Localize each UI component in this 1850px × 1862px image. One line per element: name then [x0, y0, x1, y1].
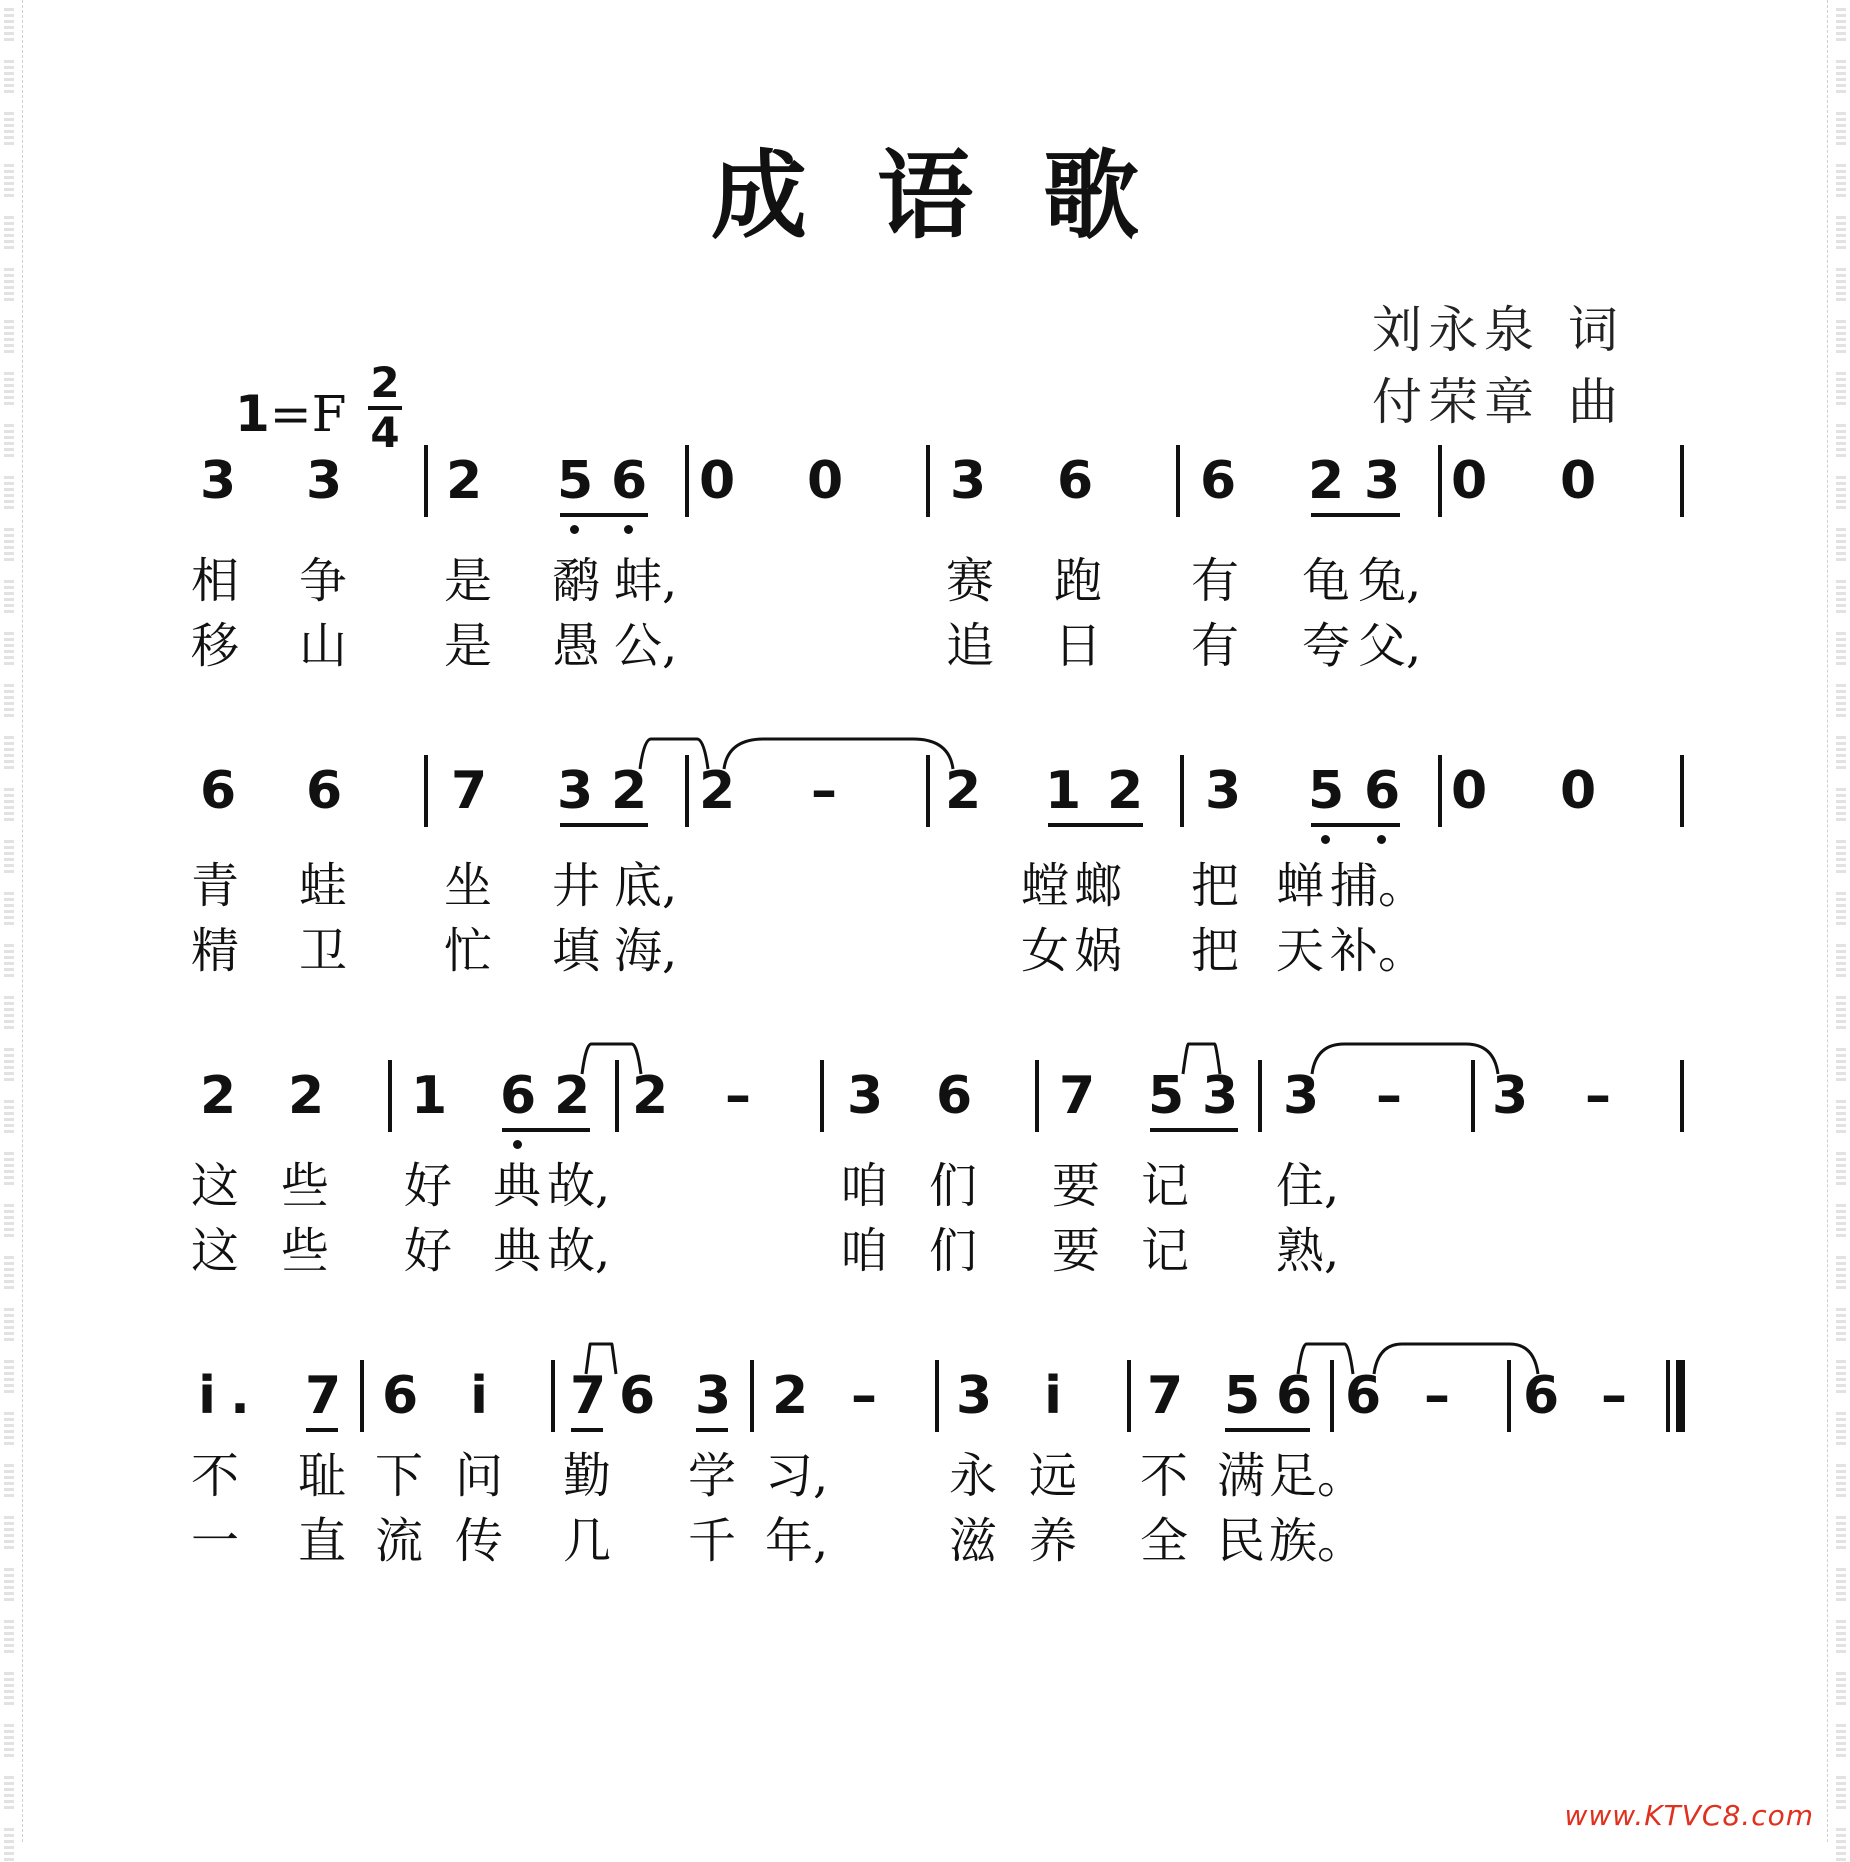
lyric-verse-2: 海, [614, 923, 678, 979]
note: 6 [1345, 1366, 1382, 1426]
bar-line [1035, 1060, 1039, 1132]
bar-line [935, 1360, 939, 1432]
bar-line [1176, 445, 1180, 517]
lyric-verse-2: 卫 [299, 923, 348, 979]
note: 3 [1283, 1066, 1320, 1126]
composer-role: 曲 [1568, 373, 1624, 431]
lyric-verse-2: 传 [455, 1513, 504, 1569]
note: 2 [1308, 451, 1345, 511]
bar-line [1680, 755, 1684, 827]
note: 6 [1200, 451, 1237, 511]
note: 0 [1451, 761, 1488, 821]
lyric-verse-2: 是 [444, 618, 493, 674]
bar-line [360, 1360, 364, 1432]
lyric-verse-1: 问 [455, 1448, 504, 1504]
slur-tie [722, 735, 955, 775]
note: 6 [306, 761, 343, 821]
lyric-verse-2: 天 [1276, 923, 1325, 979]
lyric-verse-2: 全 [1140, 1513, 1189, 1569]
lyric-verse-1: 下 [375, 1448, 424, 1504]
time-signature-bottom: 4 [370, 408, 400, 457]
lyric-verse-1: 有 [1191, 553, 1240, 609]
bar-line [926, 445, 930, 517]
lyric-verse-2: 愚 [552, 618, 601, 674]
note: 2 [772, 1366, 809, 1426]
note: 3 [1492, 1066, 1529, 1126]
lyric-verse-1: 赛 [946, 553, 995, 609]
lyric-verse-1: 咱 [840, 1158, 889, 1214]
lyric-verse-1: 蛙 [299, 858, 348, 914]
note: 2 [611, 761, 648, 821]
lyric-verse-1: 远 [1029, 1448, 1078, 1504]
note: 6 [1276, 1366, 1313, 1426]
note: 2 [1107, 761, 1144, 821]
note: 2 [632, 1066, 669, 1126]
lyric-verse-2: 补。 [1330, 923, 1427, 979]
lyric-verse-2: 民 [1217, 1513, 1266, 1569]
note: 3 [847, 1066, 884, 1126]
lyric-verse-2: 些 [281, 1223, 330, 1279]
low-octave-dot [1377, 835, 1386, 844]
lyric-verse-2: 山 [299, 618, 348, 674]
slur-tie [1181, 1040, 1222, 1080]
lyric-verse-1: 足。 [1269, 1448, 1366, 1504]
key-equals: = [269, 385, 312, 443]
note: 2 [288, 1066, 325, 1126]
lyric-verse-1: 捕。 [1330, 858, 1427, 914]
lyric-verse-2: 流 [375, 1513, 424, 1569]
lyric-verse-2: 精 [191, 923, 240, 979]
low-octave-dot [1321, 835, 1330, 844]
note: 5 [1148, 1066, 1185, 1126]
low-octave-dot [624, 525, 633, 534]
note: 2 [446, 451, 483, 511]
lyric-verse-1: 把 [1191, 858, 1240, 914]
lyric-verse-2: 咱 [840, 1223, 889, 1279]
note: 5 [1224, 1366, 1261, 1426]
beam-underline [571, 1428, 603, 1432]
lyric-verse-1: 争 [299, 553, 348, 609]
note: 3 [200, 451, 237, 511]
note: 6 [1057, 451, 1094, 511]
bar-line [1258, 1060, 1262, 1132]
lyric-verse-1: 勤 [563, 1448, 612, 1504]
note: 0 [1560, 761, 1597, 821]
slur-tie [638, 735, 710, 775]
composer-name: 付荣章 [1372, 373, 1540, 431]
note: 7 [1147, 1366, 1184, 1426]
lyric-verse-2: 养 [1029, 1513, 1078, 1569]
key-tonic-number: 1 [235, 385, 270, 443]
time-signature-top: 2 [370, 358, 400, 407]
lyric-verse-1: 蚌, [614, 553, 678, 609]
note: 6 [1364, 761, 1401, 821]
slur-tie [1372, 1340, 1540, 1380]
low-octave-dot [570, 525, 579, 534]
lyric-verse-1: 螂 [1074, 858, 1123, 914]
lyricist-role: 词 [1568, 301, 1624, 359]
beam-underline [560, 823, 648, 827]
note: 6 [200, 761, 237, 821]
time-signature [368, 358, 402, 457]
beam-underline [1311, 823, 1400, 827]
beam-underline [696, 1428, 728, 1432]
note: 6 [382, 1366, 419, 1426]
note: 7 [570, 1366, 607, 1426]
note: 2 [200, 1066, 237, 1126]
beam-underline [1225, 1428, 1310, 1432]
note: 6 [936, 1066, 973, 1126]
lyric-verse-2: 这 [191, 1223, 240, 1279]
lyric-verse-1: 些 [281, 1158, 330, 1214]
lyric-verse-2: 移 [191, 618, 240, 674]
lyric-verse-2: 一 [191, 1513, 240, 1569]
lyric-verse-2: 族。 [1269, 1513, 1366, 1569]
bar-line [1680, 445, 1684, 517]
note: 0 [1451, 451, 1488, 511]
note: i [470, 1366, 488, 1426]
note: 3 [950, 451, 987, 511]
lyric-verse-1: 相 [191, 553, 240, 609]
note: 7 [451, 761, 488, 821]
beam-underline [502, 1128, 590, 1132]
note: 0 [807, 451, 844, 511]
lyric-verse-2: 娲 [1074, 923, 1123, 979]
bar-line [424, 445, 428, 517]
slur-tie [584, 1340, 618, 1380]
slur-tie [1296, 1340, 1355, 1380]
lyric-verse-2: 把 [1191, 923, 1240, 979]
watermark: www.KTVC8.com [1564, 1799, 1814, 1832]
bar-line [1438, 755, 1442, 827]
note: 0 [699, 451, 736, 511]
bar-line [424, 755, 428, 827]
lyric-verse-2: 要 [1052, 1223, 1101, 1279]
lyric-verse-1: 是 [444, 553, 493, 609]
lyric-verse-2: 典 [493, 1223, 542, 1279]
lyric-verse-1: 要 [1052, 1158, 1101, 1214]
composer-credit [1372, 362, 1624, 434]
key-letter: F [311, 385, 347, 443]
lyric-verse-2: 父, [1358, 618, 1422, 674]
sustain-dash: – [1424, 1366, 1450, 1426]
lyric-verse-1: 不 [1140, 1448, 1189, 1504]
note: 1 [411, 1066, 448, 1126]
sustain-dash: – [811, 761, 837, 821]
note: 3 [956, 1366, 993, 1426]
lyric-verse-1: 学 [688, 1448, 737, 1504]
lyric-verse-1: 耻 [298, 1448, 347, 1504]
lyric-verse-1: 这 [191, 1158, 240, 1214]
lyric-verse-2: 故, [547, 1223, 611, 1279]
slur-tie [580, 1040, 643, 1080]
beam-underline [560, 513, 648, 517]
note: 5 [1308, 761, 1345, 821]
note: 3 [557, 761, 594, 821]
lyric-verse-1: 不 [191, 1448, 240, 1504]
bar-line [1180, 755, 1184, 827]
lyric-verse-1: 好 [404, 1158, 453, 1214]
note: 1 [1045, 761, 1082, 821]
beam-underline [1311, 513, 1400, 517]
right-margin-strip [1827, 0, 1850, 1842]
lyric-verse-1: 蝉 [1276, 858, 1325, 914]
lyric-verse-2: 夸 [1302, 618, 1351, 674]
lyric-verse-1: 典 [493, 1158, 542, 1214]
bar-line [1438, 445, 1442, 517]
lyric-verse-2: 熟, [1276, 1223, 1340, 1279]
note: 6 [1523, 1366, 1560, 1426]
bar-line [551, 1360, 555, 1432]
final-bar-thick [1676, 1360, 1685, 1432]
lyric-verse-2: 记 [1141, 1223, 1190, 1279]
lyric-verse-2: 公, [614, 618, 678, 674]
sustain-dash: – [1376, 1066, 1402, 1126]
lyric-verse-1: 们 [929, 1158, 978, 1214]
lyric-verse-1: 记 [1141, 1158, 1190, 1214]
lyric-verse-1: 底, [614, 858, 678, 914]
bar-line [388, 1060, 392, 1132]
lyric-verse-2: 忙 [444, 923, 493, 979]
lyric-verse-2: 千 [688, 1513, 737, 1569]
note: 6 [611, 451, 648, 511]
note: 3 [306, 451, 343, 511]
note: i [1044, 1366, 1062, 1426]
sustain-dash: – [1601, 1366, 1627, 1426]
bar-line [750, 1360, 754, 1432]
lyricist-name: 刘永泉 [1372, 301, 1540, 359]
lyric-verse-2: 们 [929, 1223, 978, 1279]
lyric-verse-1: 永 [949, 1448, 998, 1504]
note: 6 [500, 1066, 537, 1126]
bar-line [820, 1060, 824, 1132]
note: 7 [305, 1366, 342, 1426]
lyric-verse-2: 几 [563, 1513, 612, 1569]
note: 0 [1560, 451, 1597, 511]
lyric-verse-2: 年, [765, 1513, 829, 1569]
bar-line [1127, 1360, 1131, 1432]
final-bar-thin [1666, 1360, 1670, 1432]
beam-underline [1048, 823, 1143, 827]
lyric-verse-1: 满 [1217, 1448, 1266, 1504]
lyric-verse-1: 兔, [1358, 553, 1422, 609]
beam-underline [1150, 1128, 1238, 1132]
dotted-note: . [230, 1366, 250, 1426]
key-signature [235, 385, 346, 443]
note: 6 [619, 1366, 656, 1426]
lyric-verse-2: 有 [1191, 618, 1240, 674]
lyric-verse-1: 坐 [444, 858, 493, 914]
note: 3 [1364, 451, 1401, 511]
note: 3 [1202, 1066, 1239, 1126]
lyric-verse-2: 滋 [949, 1513, 998, 1569]
slur-tie [1310, 1040, 1500, 1080]
lyric-verse-1: 青 [191, 858, 240, 914]
lyric-verse-1: 住, [1276, 1158, 1340, 1214]
lyricist-credit [1372, 290, 1624, 362]
sustain-dash: – [1585, 1066, 1611, 1126]
lyric-verse-2: 女 [1021, 923, 1070, 979]
note: 7 [1059, 1066, 1096, 1126]
note: i [198, 1366, 216, 1426]
lyric-verse-1: 鹬 [552, 553, 601, 609]
lyric-verse-1: 跑 [1054, 553, 1103, 609]
lyric-verse-1: 习, [765, 1448, 829, 1504]
note: 2 [554, 1066, 591, 1126]
note: 5 [557, 451, 594, 511]
lyric-verse-2: 好 [404, 1223, 453, 1279]
note: 2 [699, 761, 736, 821]
lyric-verse-2: 直 [298, 1513, 347, 1569]
left-margin-strip [0, 0, 23, 1842]
song-title: 成语歌 [711, 140, 1209, 252]
note: 3 [1205, 761, 1242, 821]
lyric-verse-2: 填 [552, 923, 601, 979]
sustain-dash: – [725, 1066, 751, 1126]
lyric-verse-1: 井 [552, 858, 601, 914]
low-octave-dot [513, 1140, 522, 1149]
lyric-verse-1: 龟 [1302, 553, 1351, 609]
lyric-verse-2: 日 [1054, 618, 1103, 674]
bar-line [685, 445, 689, 517]
note: 3 [695, 1366, 732, 1426]
lyric-verse-1: 螳 [1021, 858, 1070, 914]
beam-underline [306, 1428, 338, 1432]
note: 2 [945, 761, 982, 821]
lyric-verse-2: 追 [946, 618, 995, 674]
sustain-dash: – [851, 1366, 877, 1426]
bar-line [1680, 1060, 1684, 1132]
lyric-verse-1: 故, [547, 1158, 611, 1214]
